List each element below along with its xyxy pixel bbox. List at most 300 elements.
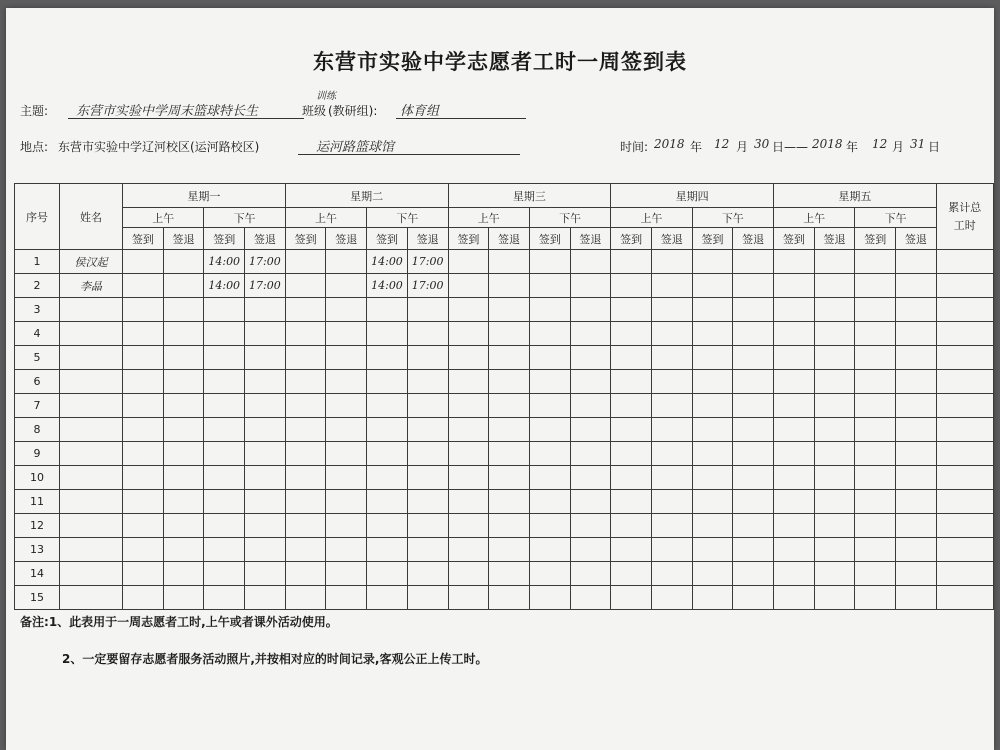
row-time-cell[interactable] [651,298,692,322]
row-time-cell[interactable] [570,322,611,346]
row-time-cell[interactable] [448,538,489,562]
row-time-cell[interactable] [407,586,448,610]
row-time-cell[interactable] [814,442,855,466]
row-time-cell[interactable] [245,370,286,394]
row-time-cell[interactable] [123,274,164,298]
row-time-cell[interactable] [814,322,855,346]
row-total[interactable] [936,466,993,490]
row-time-cell[interactable] [326,466,367,490]
row-time-cell[interactable] [204,490,245,514]
row-time-cell[interactable] [326,418,367,442]
row-time-cell[interactable] [611,490,652,514]
row-time-cell[interactable] [407,346,448,370]
row-time-cell[interactable] [692,322,733,346]
row-time-cell[interactable] [326,394,367,418]
row-time-cell[interactable] [407,442,448,466]
row-name[interactable] [60,370,123,394]
row-time-cell[interactable] [896,490,937,514]
row-time-cell[interactable] [692,346,733,370]
row-time-cell[interactable] [529,562,570,586]
row-time-cell[interactable] [326,274,367,298]
row-time-cell[interactable] [163,586,204,610]
row-time-cell[interactable] [855,298,896,322]
row-time-cell[interactable] [692,250,733,274]
row-time-cell[interactable] [204,466,245,490]
row-time-cell[interactable] [733,538,774,562]
row-time-cell[interactable] [651,514,692,538]
row-time-cell[interactable]: 17:00 [407,274,448,298]
row-time-cell[interactable] [896,514,937,538]
row-time-cell[interactable] [896,370,937,394]
row-time-cell[interactable] [733,370,774,394]
row-time-cell[interactable] [611,322,652,346]
row-time-cell[interactable] [489,562,530,586]
row-time-cell[interactable]: 14:00 [204,250,245,274]
row-time-cell[interactable] [407,466,448,490]
row-time-cell[interactable] [570,418,611,442]
row-time-cell[interactable] [326,298,367,322]
row-time-cell[interactable] [896,562,937,586]
row-time-cell[interactable] [570,370,611,394]
row-time-cell[interactable] [285,394,326,418]
row-time-cell[interactable] [448,418,489,442]
row-time-cell[interactable] [896,250,937,274]
row-time-cell[interactable] [448,394,489,418]
row-time-cell[interactable] [529,322,570,346]
row-time-cell[interactable] [529,370,570,394]
row-time-cell[interactable] [896,394,937,418]
row-time-cell[interactable] [529,442,570,466]
row-total[interactable] [936,346,993,370]
row-time-cell[interactable] [529,466,570,490]
row-time-cell[interactable] [285,298,326,322]
row-time-cell[interactable] [407,514,448,538]
row-time-cell[interactable] [367,538,408,562]
row-time-cell[interactable] [855,418,896,442]
row-name[interactable] [60,586,123,610]
row-time-cell[interactable] [163,394,204,418]
row-time-cell[interactable] [774,562,815,586]
row-time-cell[interactable]: 14:00 [204,274,245,298]
row-time-cell[interactable] [489,586,530,610]
row-time-cell[interactable] [123,250,164,274]
row-time-cell[interactable] [896,346,937,370]
row-time-cell[interactable] [489,538,530,562]
row-time-cell[interactable] [692,394,733,418]
row-time-cell[interactable] [489,250,530,274]
row-total[interactable] [936,442,993,466]
row-time-cell[interactable] [326,562,367,586]
row-time-cell[interactable] [489,394,530,418]
row-time-cell[interactable] [651,466,692,490]
row-name[interactable] [60,442,123,466]
row-time-cell[interactable] [285,418,326,442]
row-total[interactable] [936,538,993,562]
row-time-cell[interactable] [367,586,408,610]
row-time-cell[interactable] [855,586,896,610]
row-time-cell[interactable] [855,538,896,562]
row-time-cell[interactable] [285,346,326,370]
row-time-cell[interactable]: 14:00 [367,274,408,298]
row-time-cell[interactable] [774,394,815,418]
row-time-cell[interactable] [367,466,408,490]
row-time-cell[interactable] [123,346,164,370]
row-time-cell[interactable] [285,586,326,610]
row-time-cell[interactable] [448,562,489,586]
row-time-cell[interactable] [774,370,815,394]
row-time-cell[interactable] [692,298,733,322]
row-time-cell[interactable] [570,586,611,610]
row-time-cell[interactable] [123,442,164,466]
row-time-cell[interactable] [692,274,733,298]
row-time-cell[interactable] [529,394,570,418]
row-time-cell[interactable] [163,346,204,370]
row-time-cell[interactable] [123,538,164,562]
row-time-cell[interactable] [529,418,570,442]
row-time-cell[interactable] [855,514,896,538]
row-time-cell[interactable] [651,322,692,346]
row-time-cell[interactable] [163,322,204,346]
row-time-cell[interactable] [285,370,326,394]
row-time-cell[interactable] [326,322,367,346]
row-time-cell[interactable]: 17:00 [245,274,286,298]
row-time-cell[interactable] [448,586,489,610]
row-name[interactable] [60,418,123,442]
row-total[interactable] [936,322,993,346]
row-time-cell[interactable] [529,346,570,370]
row-time-cell[interactable] [245,586,286,610]
row-time-cell[interactable] [611,514,652,538]
row-time-cell[interactable] [204,346,245,370]
row-time-cell[interactable] [163,538,204,562]
row-time-cell[interactable] [814,298,855,322]
row-name[interactable]: 侯汉起 [60,250,123,274]
row-time-cell[interactable] [814,370,855,394]
row-time-cell[interactable] [570,538,611,562]
row-time-cell[interactable] [570,514,611,538]
row-time-cell[interactable] [651,274,692,298]
row-time-cell[interactable] [245,298,286,322]
row-total[interactable] [936,562,993,586]
row-time-cell[interactable] [204,370,245,394]
row-time-cell[interactable] [692,418,733,442]
row-time-cell[interactable] [855,274,896,298]
row-time-cell[interactable] [814,274,855,298]
row-time-cell[interactable] [774,346,815,370]
row-time-cell[interactable] [326,514,367,538]
row-time-cell[interactable] [407,322,448,346]
row-time-cell[interactable] [407,298,448,322]
row-time-cell[interactable] [489,274,530,298]
row-time-cell[interactable] [896,442,937,466]
row-time-cell[interactable] [448,490,489,514]
row-time-cell[interactable] [855,562,896,586]
row-time-cell[interactable] [611,562,652,586]
row-time-cell[interactable] [367,562,408,586]
row-time-cell[interactable] [774,298,815,322]
row-time-cell[interactable] [285,562,326,586]
row-name[interactable] [60,538,123,562]
row-time-cell[interactable] [733,514,774,538]
row-time-cell[interactable] [570,274,611,298]
row-time-cell[interactable] [448,466,489,490]
row-time-cell[interactable] [774,274,815,298]
row-time-cell[interactable] [896,322,937,346]
row-time-cell[interactable] [285,466,326,490]
row-time-cell[interactable] [285,274,326,298]
row-time-cell[interactable] [692,466,733,490]
row-time-cell[interactable] [611,370,652,394]
row-time-cell[interactable] [326,250,367,274]
row-time-cell[interactable] [163,442,204,466]
row-time-cell[interactable] [448,298,489,322]
row-total[interactable] [936,250,993,274]
row-total[interactable] [936,298,993,322]
row-time-cell[interactable] [489,370,530,394]
row-time-cell[interactable] [123,322,164,346]
row-time-cell[interactable] [733,298,774,322]
row-time-cell[interactable] [285,250,326,274]
row-time-cell[interactable] [326,370,367,394]
row-time-cell[interactable] [489,322,530,346]
row-time-cell[interactable] [529,274,570,298]
row-time-cell[interactable] [733,490,774,514]
row-time-cell[interactable] [367,298,408,322]
row-time-cell[interactable] [367,322,408,346]
row-time-cell[interactable] [407,418,448,442]
row-time-cell[interactable] [814,418,855,442]
row-time-cell[interactable] [123,370,164,394]
row-name[interactable] [60,490,123,514]
row-time-cell[interactable] [855,346,896,370]
row-time-cell[interactable] [570,490,611,514]
row-name[interactable] [60,298,123,322]
row-time-cell[interactable] [774,466,815,490]
row-time-cell[interactable] [611,250,652,274]
row-time-cell[interactable] [123,586,164,610]
row-time-cell[interactable] [529,298,570,322]
row-time-cell[interactable] [407,538,448,562]
row-time-cell[interactable] [733,586,774,610]
row-name[interactable] [60,466,123,490]
row-time-cell[interactable] [651,370,692,394]
row-time-cell[interactable] [692,586,733,610]
row-time-cell[interactable] [367,394,408,418]
row-time-cell[interactable] [407,490,448,514]
row-time-cell[interactable] [367,490,408,514]
row-time-cell[interactable] [814,346,855,370]
row-time-cell[interactable] [529,586,570,610]
row-time-cell[interactable] [489,442,530,466]
row-time-cell[interactable] [774,418,815,442]
row-time-cell[interactable] [692,514,733,538]
row-time-cell[interactable] [448,274,489,298]
row-time-cell[interactable] [896,274,937,298]
row-time-cell[interactable] [489,298,530,322]
row-time-cell[interactable] [163,490,204,514]
row-time-cell[interactable] [285,538,326,562]
row-time-cell[interactable] [245,322,286,346]
row-total[interactable] [936,418,993,442]
row-time-cell[interactable] [163,418,204,442]
row-time-cell[interactable] [774,490,815,514]
row-time-cell[interactable] [448,514,489,538]
row-time-cell[interactable] [733,562,774,586]
row-time-cell[interactable] [204,442,245,466]
row-time-cell[interactable] [733,466,774,490]
row-time-cell[interactable] [611,538,652,562]
row-time-cell[interactable] [245,442,286,466]
row-time-cell[interactable] [448,442,489,466]
row-time-cell[interactable] [570,394,611,418]
row-name[interactable] [60,346,123,370]
row-time-cell[interactable] [651,346,692,370]
row-time-cell[interactable] [855,250,896,274]
row-time-cell[interactable] [245,490,286,514]
row-time-cell[interactable] [855,370,896,394]
row-time-cell[interactable] [163,274,204,298]
row-time-cell[interactable] [204,586,245,610]
row-time-cell[interactable] [245,418,286,442]
row-time-cell[interactable] [611,466,652,490]
row-time-cell[interactable] [774,250,815,274]
row-time-cell[interactable] [367,442,408,466]
row-time-cell[interactable] [529,490,570,514]
row-name[interactable] [60,562,123,586]
row-time-cell[interactable] [855,466,896,490]
row-time-cell[interactable] [774,514,815,538]
row-time-cell[interactable] [123,298,164,322]
row-time-cell[interactable] [733,274,774,298]
row-time-cell[interactable] [448,370,489,394]
row-time-cell[interactable] [529,514,570,538]
row-time-cell[interactable] [326,538,367,562]
row-time-cell[interactable] [570,442,611,466]
row-time-cell[interactable] [896,466,937,490]
row-time-cell[interactable] [570,466,611,490]
row-time-cell[interactable] [814,394,855,418]
row-time-cell[interactable]: 17:00 [407,250,448,274]
row-time-cell[interactable] [611,298,652,322]
row-time-cell[interactable] [570,298,611,322]
row-time-cell[interactable] [570,346,611,370]
row-time-cell[interactable] [814,538,855,562]
row-time-cell[interactable] [774,322,815,346]
row-time-cell[interactable] [733,322,774,346]
row-time-cell[interactable] [123,466,164,490]
row-time-cell[interactable] [651,538,692,562]
row-time-cell[interactable] [163,562,204,586]
row-time-cell[interactable] [367,370,408,394]
row-total[interactable] [936,394,993,418]
row-time-cell[interactable] [570,562,611,586]
row-time-cell[interactable] [367,418,408,442]
row-time-cell[interactable] [407,370,448,394]
row-time-cell[interactable] [651,490,692,514]
row-time-cell[interactable] [326,346,367,370]
row-time-cell[interactable] [611,418,652,442]
row-time-cell[interactable] [692,538,733,562]
row-time-cell[interactable] [651,250,692,274]
row-name[interactable]: 李晶 [60,274,123,298]
row-time-cell[interactable] [448,346,489,370]
row-name[interactable] [60,322,123,346]
row-time-cell[interactable] [163,466,204,490]
row-time-cell[interactable] [448,322,489,346]
row-time-cell[interactable] [245,394,286,418]
row-time-cell[interactable] [692,490,733,514]
row-time-cell[interactable] [123,394,164,418]
row-time-cell[interactable] [651,418,692,442]
row-time-cell[interactable] [611,346,652,370]
row-time-cell[interactable] [774,586,815,610]
row-time-cell[interactable] [245,466,286,490]
row-time-cell[interactable] [692,370,733,394]
row-time-cell[interactable] [529,250,570,274]
row-time-cell[interactable] [285,322,326,346]
row-time-cell[interactable] [245,538,286,562]
row-time-cell[interactable] [733,442,774,466]
row-time-cell[interactable] [774,538,815,562]
row-total[interactable] [936,514,993,538]
row-time-cell[interactable] [651,394,692,418]
row-time-cell[interactable] [163,370,204,394]
row-time-cell[interactable]: 14:00 [367,250,408,274]
row-time-cell[interactable] [285,514,326,538]
row-time-cell[interactable] [163,514,204,538]
row-time-cell[interactable] [245,514,286,538]
row-time-cell[interactable] [489,466,530,490]
row-time-cell[interactable] [814,514,855,538]
row-time-cell[interactable] [326,586,367,610]
row-total[interactable] [936,586,993,610]
row-time-cell[interactable] [651,586,692,610]
row-time-cell[interactable] [611,274,652,298]
row-time-cell[interactable] [326,442,367,466]
row-time-cell[interactable] [529,538,570,562]
row-time-cell[interactable] [814,466,855,490]
row-total[interactable] [936,370,993,394]
row-time-cell[interactable] [245,562,286,586]
row-time-cell[interactable] [611,442,652,466]
row-time-cell[interactable] [407,394,448,418]
row-time-cell[interactable] [326,490,367,514]
row-time-cell[interactable] [204,514,245,538]
row-time-cell[interactable] [651,562,692,586]
row-time-cell[interactable] [204,418,245,442]
row-time-cell[interactable] [204,298,245,322]
row-time-cell[interactable] [611,586,652,610]
row-time-cell[interactable] [285,442,326,466]
row-time-cell[interactable] [896,538,937,562]
row-time-cell[interactable] [733,418,774,442]
row-time-cell[interactable] [774,442,815,466]
row-time-cell[interactable] [896,586,937,610]
row-name[interactable] [60,394,123,418]
row-name[interactable] [60,514,123,538]
row-time-cell[interactable] [489,514,530,538]
row-time-cell[interactable] [855,394,896,418]
row-time-cell[interactable] [611,394,652,418]
row-time-cell[interactable] [814,250,855,274]
row-time-cell[interactable] [285,490,326,514]
row-time-cell[interactable] [367,346,408,370]
row-time-cell[interactable] [651,442,692,466]
row-total[interactable] [936,274,993,298]
row-time-cell[interactable] [123,418,164,442]
row-time-cell[interactable] [204,562,245,586]
row-time-cell[interactable] [855,322,896,346]
